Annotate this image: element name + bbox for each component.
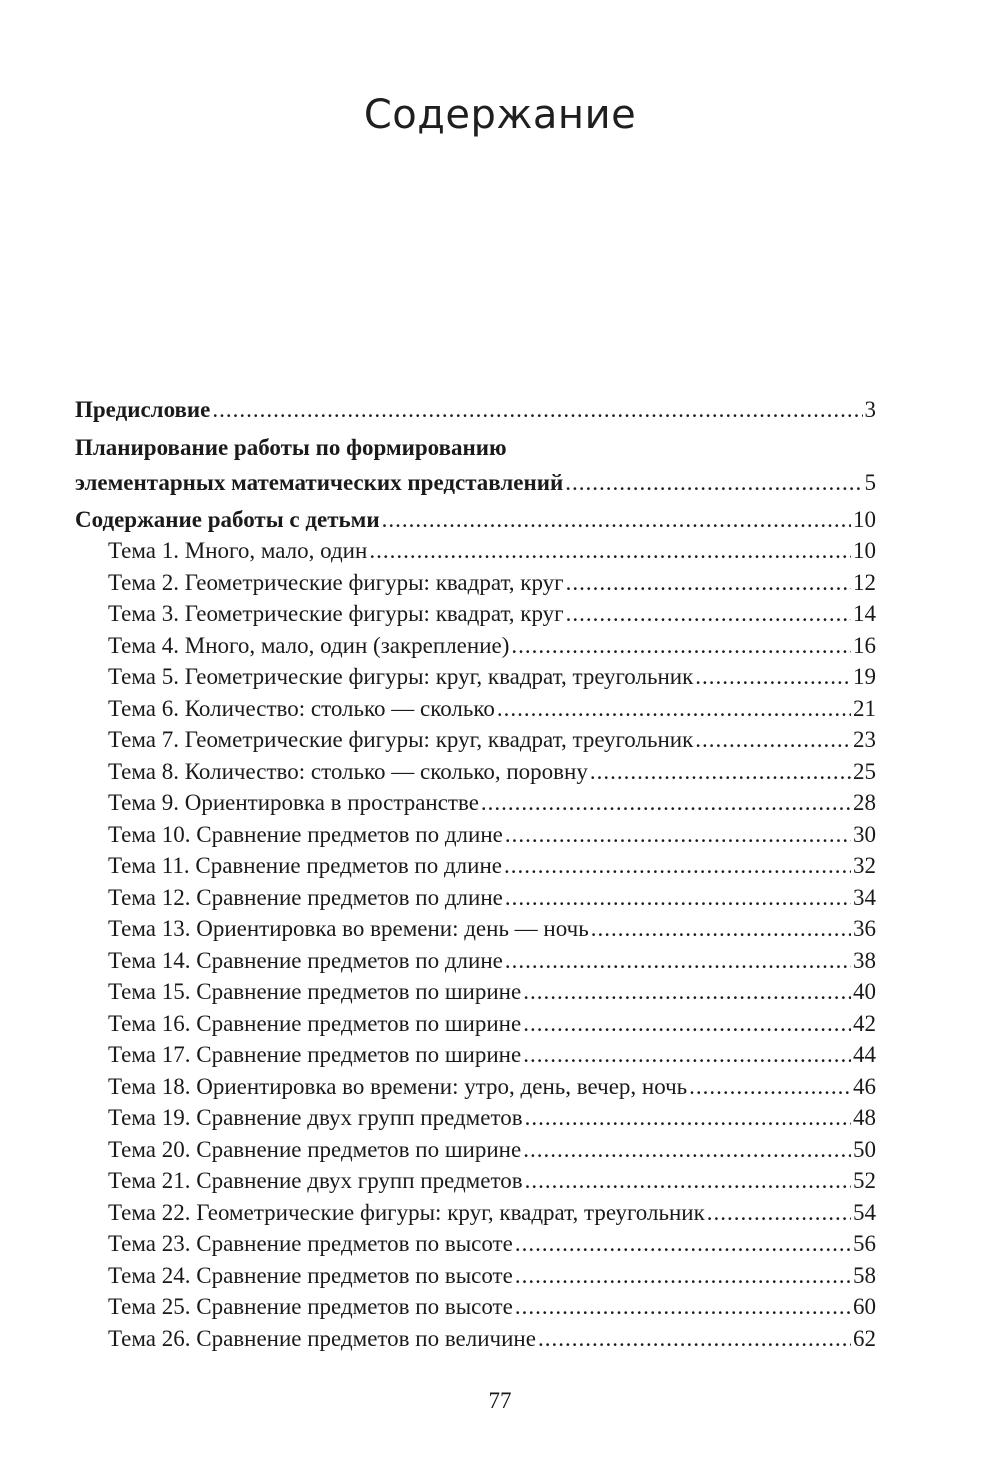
page-number: 77 bbox=[488, 1388, 512, 1413]
dot-leader bbox=[504, 850, 851, 882]
toc-entry-page: 56 bbox=[853, 1231, 876, 1256]
dot-leader bbox=[481, 787, 851, 819]
toc-entry-topic-4[interactable] bbox=[75, 630, 876, 662]
dot-leader bbox=[566, 567, 851, 599]
toc-entry-page: 48 bbox=[853, 1105, 876, 1130]
toc-entry-topic-14[interactable] bbox=[75, 945, 876, 977]
topic-list bbox=[75, 535, 876, 1354]
toc-entry-label: Тема 15. Сравнение предметов по ширине bbox=[108, 979, 522, 1004]
toc-entry-label: Тема 8. Количество: столько — сколько, поровну bbox=[108, 758, 588, 784]
toc-entry-page: 38 bbox=[853, 947, 876, 973]
table-of-contents bbox=[75, 394, 876, 1354]
toc-entry-page: 54 bbox=[853, 1199, 876, 1225]
toc-entry-page: 19 bbox=[853, 664, 876, 689]
dot-leader bbox=[212, 394, 862, 426]
toc-entry-label: Тема 18. Ориентировка во времени: утро, день, вечер, ночь bbox=[108, 1073, 688, 1099]
dot-leader bbox=[695, 661, 851, 693]
toc-entry-label: Тема 9. Ориентировка в пространстве bbox=[108, 790, 479, 815]
toc-entry-topic-22[interactable] bbox=[75, 1197, 876, 1229]
toc-entry-label: Тема 3. Геометрические фигуры: квадрат, круг bbox=[108, 601, 564, 626]
toc-entry-topic-17[interactable] bbox=[75, 1039, 876, 1071]
toc-entry-page: 30 bbox=[853, 821, 876, 847]
toc-entry-topic-26[interactable] bbox=[75, 1323, 876, 1355]
toc-entry-topic-20[interactable] bbox=[75, 1134, 876, 1166]
dot-leader bbox=[515, 1228, 851, 1260]
dot-leader bbox=[382, 504, 851, 536]
toc-entry-page: 16 bbox=[853, 632, 876, 658]
toc-entry-label: Тема 5. Геометрические фигуры: круг, квадрат, треугольник bbox=[108, 664, 694, 689]
toc-entry-page: 5 bbox=[864, 470, 876, 495]
dot-leader bbox=[505, 882, 851, 914]
toc-entry-page: 60 bbox=[853, 1294, 876, 1319]
toc-entry-page: 21 bbox=[853, 695, 876, 721]
toc-entry-page: 50 bbox=[853, 1136, 876, 1162]
toc-entry-page: 62 bbox=[853, 1325, 876, 1351]
dot-leader bbox=[525, 1165, 851, 1197]
toc-entry-planning-line1[interactable]: Планирование работы по формированию bbox=[75, 434, 507, 460]
toc-entry-topic-19[interactable] bbox=[75, 1102, 876, 1134]
toc-entry-topic-11[interactable] bbox=[75, 850, 876, 882]
dot-leader bbox=[511, 630, 851, 662]
toc-entry-topic-21[interactable] bbox=[75, 1165, 876, 1197]
toc-entry-label: элементарных математических представлений bbox=[75, 470, 564, 495]
toc-entry-label: Предисловие bbox=[75, 397, 211, 422]
toc-entry-label: Тема 7. Геометрические фигуры: круг, квадрат, треугольник bbox=[108, 727, 694, 752]
toc-entry-label: Тема 21. Сравнение двух групп предметов bbox=[108, 1168, 523, 1193]
toc-entry-label: Тема 20. Сравнение предметов по ширине bbox=[108, 1136, 522, 1162]
toc-entry-page: 25 bbox=[853, 758, 876, 784]
toc-entry-label: Тема 11. Сравнение предметов по длине bbox=[108, 853, 502, 878]
dot-leader bbox=[591, 913, 851, 945]
toc-entry-topic-6[interactable] bbox=[75, 693, 876, 725]
dot-leader bbox=[523, 976, 851, 1008]
toc-entry-label: Тема 23. Сравнение предметов по высоте bbox=[108, 1231, 513, 1256]
dot-leader bbox=[566, 598, 851, 630]
toc-entry-preface[interactable] bbox=[75, 394, 876, 426]
toc-entry-label: Тема 17. Сравнение предметов по ширине bbox=[108, 1042, 522, 1067]
toc-entry-page: 10 bbox=[853, 506, 876, 532]
toc-entry-topic-25[interactable] bbox=[75, 1291, 876, 1323]
dot-leader bbox=[505, 819, 851, 851]
dot-leader bbox=[515, 1260, 851, 1292]
toc-entry-topic-18[interactable] bbox=[75, 1071, 876, 1103]
toc-entry-topic-12[interactable] bbox=[75, 882, 876, 914]
dot-leader bbox=[523, 1008, 851, 1040]
toc-entry-page: 28 bbox=[853, 790, 876, 815]
dot-leader bbox=[505, 945, 851, 977]
toc-entry-page: 58 bbox=[853, 1262, 876, 1288]
toc-entry-label: Тема 25. Сравнение предметов по высоте bbox=[108, 1294, 513, 1319]
dot-leader bbox=[590, 756, 851, 788]
toc-entry-page: 42 bbox=[853, 1010, 876, 1036]
dot-leader bbox=[565, 467, 862, 499]
toc-entry-planning[interactable] bbox=[75, 467, 876, 499]
toc-entry-topic-5[interactable] bbox=[75, 661, 876, 693]
toc-entry-topic-3[interactable] bbox=[75, 598, 876, 630]
toc-entry-label: Тема 10. Сравнение предметов по длине bbox=[108, 821, 503, 847]
toc-entry-topic-2[interactable] bbox=[75, 567, 876, 599]
toc-entry-topic-9[interactable] bbox=[75, 787, 876, 819]
dot-leader bbox=[707, 1197, 851, 1229]
toc-entry-topic-7[interactable] bbox=[75, 724, 876, 756]
toc-entry-label: Тема 13. Ориентировка во времени: день — ночь bbox=[108, 916, 589, 941]
toc-entry-label: Тема 12. Сравнение предметов по длине bbox=[108, 884, 503, 910]
toc-entry-topic-15[interactable] bbox=[75, 976, 876, 1008]
toc-entry-page: 23 bbox=[853, 727, 876, 752]
toc-entry-label: Тема 16. Сравнение предметов по ширине bbox=[108, 1010, 522, 1036]
toc-entry-page: 52 bbox=[853, 1168, 876, 1193]
toc-entry-page: 32 bbox=[853, 853, 876, 878]
toc-entry-page: 44 bbox=[853, 1042, 876, 1067]
page-title: Содержание bbox=[363, 92, 637, 138]
toc-entry-page: 10 bbox=[853, 538, 876, 563]
toc-entry-page: 3 bbox=[864, 397, 876, 422]
toc-entry-label: Тема 1. Много, мало, один bbox=[108, 538, 368, 563]
toc-entry-topic-23[interactable] bbox=[75, 1228, 876, 1260]
toc-entry-page: 34 bbox=[853, 884, 876, 910]
toc-entry-page: 46 bbox=[853, 1073, 876, 1099]
toc-entry-label: Тема 24. Сравнение предметов по высоте bbox=[108, 1262, 513, 1288]
dot-leader bbox=[689, 1071, 851, 1103]
toc-entry-topic-13[interactable] bbox=[75, 913, 876, 945]
toc-entry-topic-16[interactable] bbox=[75, 1008, 876, 1040]
dot-leader bbox=[497, 693, 851, 725]
dot-leader bbox=[538, 1323, 851, 1355]
dot-leader bbox=[525, 1102, 851, 1134]
dot-leader bbox=[369, 535, 851, 567]
toc-entry-label: Тема 2. Геометрические фигуры: квадрат, круг bbox=[108, 569, 564, 595]
toc-entry-label: Содержание работы с детьми bbox=[75, 506, 380, 532]
toc-entry-label: Тема 22. Геометрические фигуры: круг, квадрат, треугольник bbox=[108, 1199, 705, 1225]
toc-entry-content[interactable] bbox=[75, 504, 876, 536]
toc-entry-page: 40 bbox=[853, 979, 876, 1004]
toc-entry-label: Тема 26. Сравнение предметов по величине bbox=[108, 1325, 536, 1351]
toc-entry-label: Тема 4. Много, мало, один (закрепление) bbox=[108, 632, 510, 658]
dot-leader bbox=[523, 1134, 851, 1166]
toc-entry-page: 12 bbox=[853, 569, 876, 595]
toc-entry-topic-1[interactable] bbox=[75, 535, 876, 567]
toc-entry-label: Тема 19. Сравнение двух групп предметов bbox=[108, 1105, 523, 1130]
toc-entry-label: Тема 14. Сравнение предметов по длине bbox=[108, 947, 503, 973]
toc-entry-topic-10[interactable] bbox=[75, 819, 876, 851]
toc-entry-page: 36 bbox=[853, 916, 876, 941]
dot-leader bbox=[695, 724, 851, 756]
toc-entry-page: 14 bbox=[853, 601, 876, 626]
toc-entry-topic-24[interactable] bbox=[75, 1260, 876, 1292]
toc-entry-topic-8[interactable] bbox=[75, 756, 876, 788]
dot-leader bbox=[523, 1039, 851, 1071]
dot-leader bbox=[515, 1291, 851, 1323]
toc-entry-label: Тема 6. Количество: столько — сколько bbox=[108, 695, 495, 721]
